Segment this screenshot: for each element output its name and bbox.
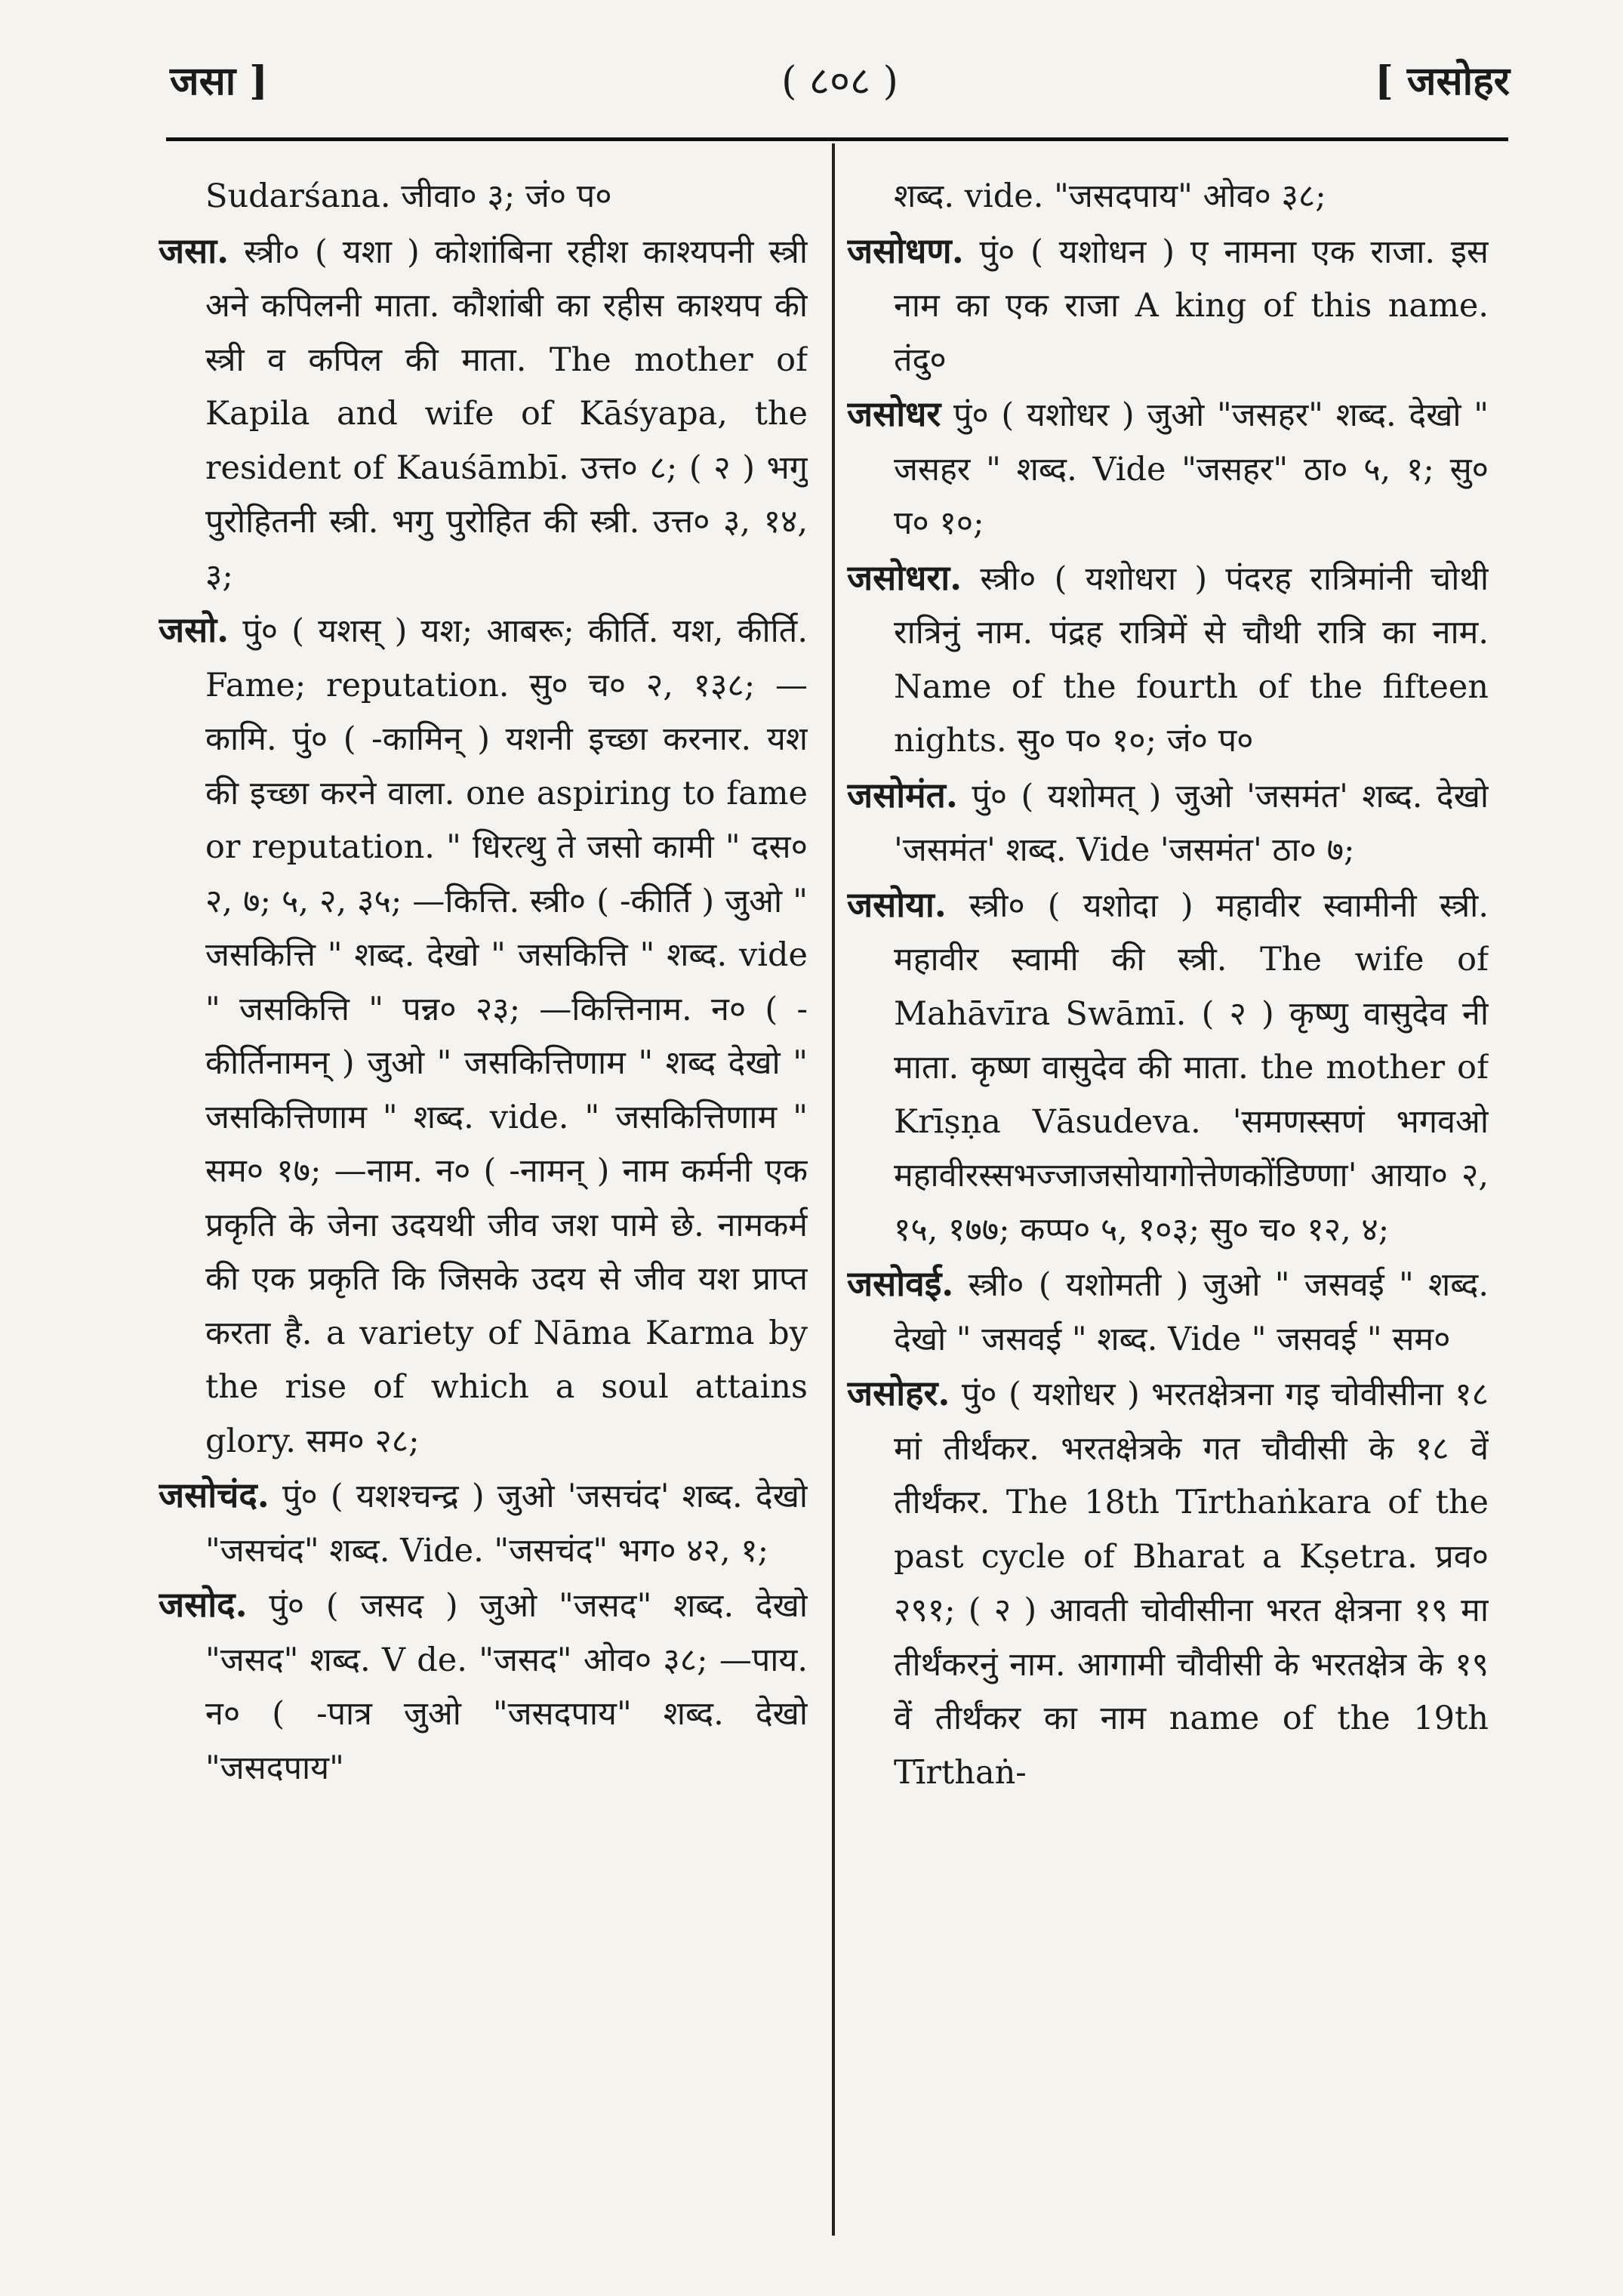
dictionary-entry — [847, 387, 1489, 551]
dictionary-entry — [847, 878, 1489, 1258]
entry-text: स्त्री० ( यशोमती ) जुओ " जसवई " शब्द. देखो " जसवई " शब्द. Vide " जसवई " सम० — [894, 1266, 1489, 1358]
entry-text: पुं० ( यशश्चन्द्र ) जुओ 'जसचंद' शब्द. देखो "जसचंद" शब्द. Vide. "जसचंद" भग० ४२, १; — [205, 1478, 808, 1570]
entry-text: पुं० ( यशोधन ) ए नामना एक राजा. इस नाम का एक राजा A king of this name. तंदु० — [894, 233, 1489, 379]
header-right-guideword: [ जसोहर — [1375, 58, 1510, 104]
entry-text: स्त्री० ( यशोधरा ) पंदरह रात्रिमांनी चोथी रात्रिनुं नाम. पंद्रह रात्रिमें से चौथी रात्रि का नाम. Name of the fourth of the fifteen nights. सु० प० १०; जं० प० — [894, 559, 1489, 760]
entry-headword: जसोधर — [847, 393, 941, 434]
entry-text: पुं० ( यशोधर ) भरतक्षेत्रना गइ चोवीसीना १८ मां तीर्थंकर. भरतक्षेत्रके गत चौवीसी के १८ वें तीर्थंकर. The 18th Tīrthaṅkara of the past cycle of Bharat a Kṣetra. प्रव० २९१; ( २ ) आवती चोवीसीना भरत क्षेत्रना १९ मा तीर्थंकरनुं नाम. आगामी चौवीसी के भरतक्षेत्र के १९ वें तीर्थंकर का नाम name of the 19th Tīrthaṅ- — [894, 1376, 1489, 1792]
dictionary-entry — [847, 551, 1489, 769]
entry-headword: जसोया. — [847, 883, 947, 925]
entry-text: पुं० ( यशोमत् ) जुओ 'जसमंत' शब्द. देखो 'जसमंत' शब्द. Vide 'जसमंत' ठा० ७; — [894, 777, 1489, 869]
dictionary-entry — [159, 1578, 808, 1795]
entry-headword: जसा. — [159, 230, 229, 271]
dictionary-entry — [159, 603, 808, 1469]
entry-text: शब्द. vide. "जसदपाय" ओव० ३८; — [894, 177, 1326, 215]
page-header — [170, 45, 1510, 128]
dictionary-entry — [847, 1257, 1489, 1367]
entry-headword: जसोहर. — [847, 1373, 950, 1413]
entry-headword: जसोवई. — [847, 1263, 954, 1304]
entry-text: स्त्री० ( यशोदा ) महावीर स्वामीनी स्त्री. महावीर स्वामी की स्त्री. The wife of Mahāvīra Swāmī. ( २ ) कृष्णु वासुदेव नी माता. कृष्ण वासुदेव की माता. the mother of Krīṣṇa Vāsudeva. 'समणस्सणं भगवओ महावीरस्सभज्जाजसोयागोत्तेणकोंडिण्णा' आया० २, १५, १७७; कप्प० ५, १०३; सु० च० १२, ४; — [894, 886, 1489, 1249]
entry-headword: जसो. — [159, 609, 229, 650]
entry-headword: जसोद. — [159, 1584, 248, 1625]
dictionary-entry — [847, 170, 1489, 224]
dictionary-entry — [847, 224, 1489, 388]
entry-headword: जसोचंद. — [159, 1475, 269, 1515]
entry-text: स्त्री० ( यशा ) कोशांबिना रहीश काश्यपनी स्त्री अने कपिलनी माता. कौशांबी का रहीस काश्यप की स्त्री व कपिल की माता. The mother of Kapila and wife of Kāśyapa, the resident of Kauśāmbī. उत्त० ८; ( २ ) भगु पुरोहितनी स्त्री. भगु पुरोहित की स्त्री. उत्त० ३, १४, ३; — [205, 233, 808, 595]
entry-text: Sudarśana. जीवा० ३; जं० प० — [205, 177, 612, 215]
header-left-guideword: जसा ] — [170, 58, 268, 104]
header-rule — [166, 137, 1508, 141]
entry-text: पुं० ( यशोधर ) जुओ "जसहर" शब्द. देखो " जसहर " शब्द. Vide "जसहर" ठा० ५, १; सु० प० १०; — [894, 396, 1489, 542]
left-column — [159, 170, 808, 2220]
page-number: ( ८०८ ) — [781, 59, 898, 104]
entry-text: पुं० ( यशस् ) यश; आबरू; कीर्ति. यश, कीर्ति. Fame; reputation. सु० च० २, १३८; —कामि. पुं० ( -कामिन् ) यशनी इच्छा करनार. यश की इच्छा करने वाला. one aspiring to fame or reputation. " धिरत्थु ते जसो कामी " दस० २, ७; ५, २, ३५; —कित्ति. स्त्री० ( -कीर्ति ) जुओ " जसकित्ति " शब्द. देखो " जसकित्ति " शब्द. vide " जसकित्ति " पन्न० २३; —कित्तिनाम. न० ( -कीर्तिनामन् ) जुओ " जसकित्तिणाम " शब्द देखो " जसकित्तिणाम " शब्द. vide. " जसकित्तिणाम " सम० १७; —नाम. न० ( -नामन् ) नाम कर्मनी एक प्रकृति के जेना उदयथी जीव जश पामे छे. नामकर्म की एक प्रकृति कि जिसके उदय से जीव यश प्राप्त करता है. a variety of Nāma Karma by the rise of which a soul attains glory. सम० २८; — [205, 612, 808, 1460]
entry-headword: जसोधरा. — [847, 556, 962, 598]
dictionary-entry — [159, 1469, 808, 1578]
entry-headword: जसोमंत. — [847, 774, 958, 815]
column-divider — [832, 143, 835, 2236]
dictionary-entry — [159, 224, 808, 604]
right-column — [847, 170, 1489, 2220]
entry-headword: जसोधण. — [847, 230, 964, 271]
dictionary-entry — [847, 1367, 1489, 1800]
dictionary-entry — [159, 170, 808, 224]
entry-text: पुं० ( जसद ) जुओ "जसद" शब्द. देखो "जसद" शब्द. V de. "जसद" ओव० ३८; —पाय. न० ( -पात्र जुओ "जसदपाय" शब्द. देखो "जसदपाय" — [205, 1587, 808, 1787]
dictionary-entry — [847, 769, 1489, 878]
